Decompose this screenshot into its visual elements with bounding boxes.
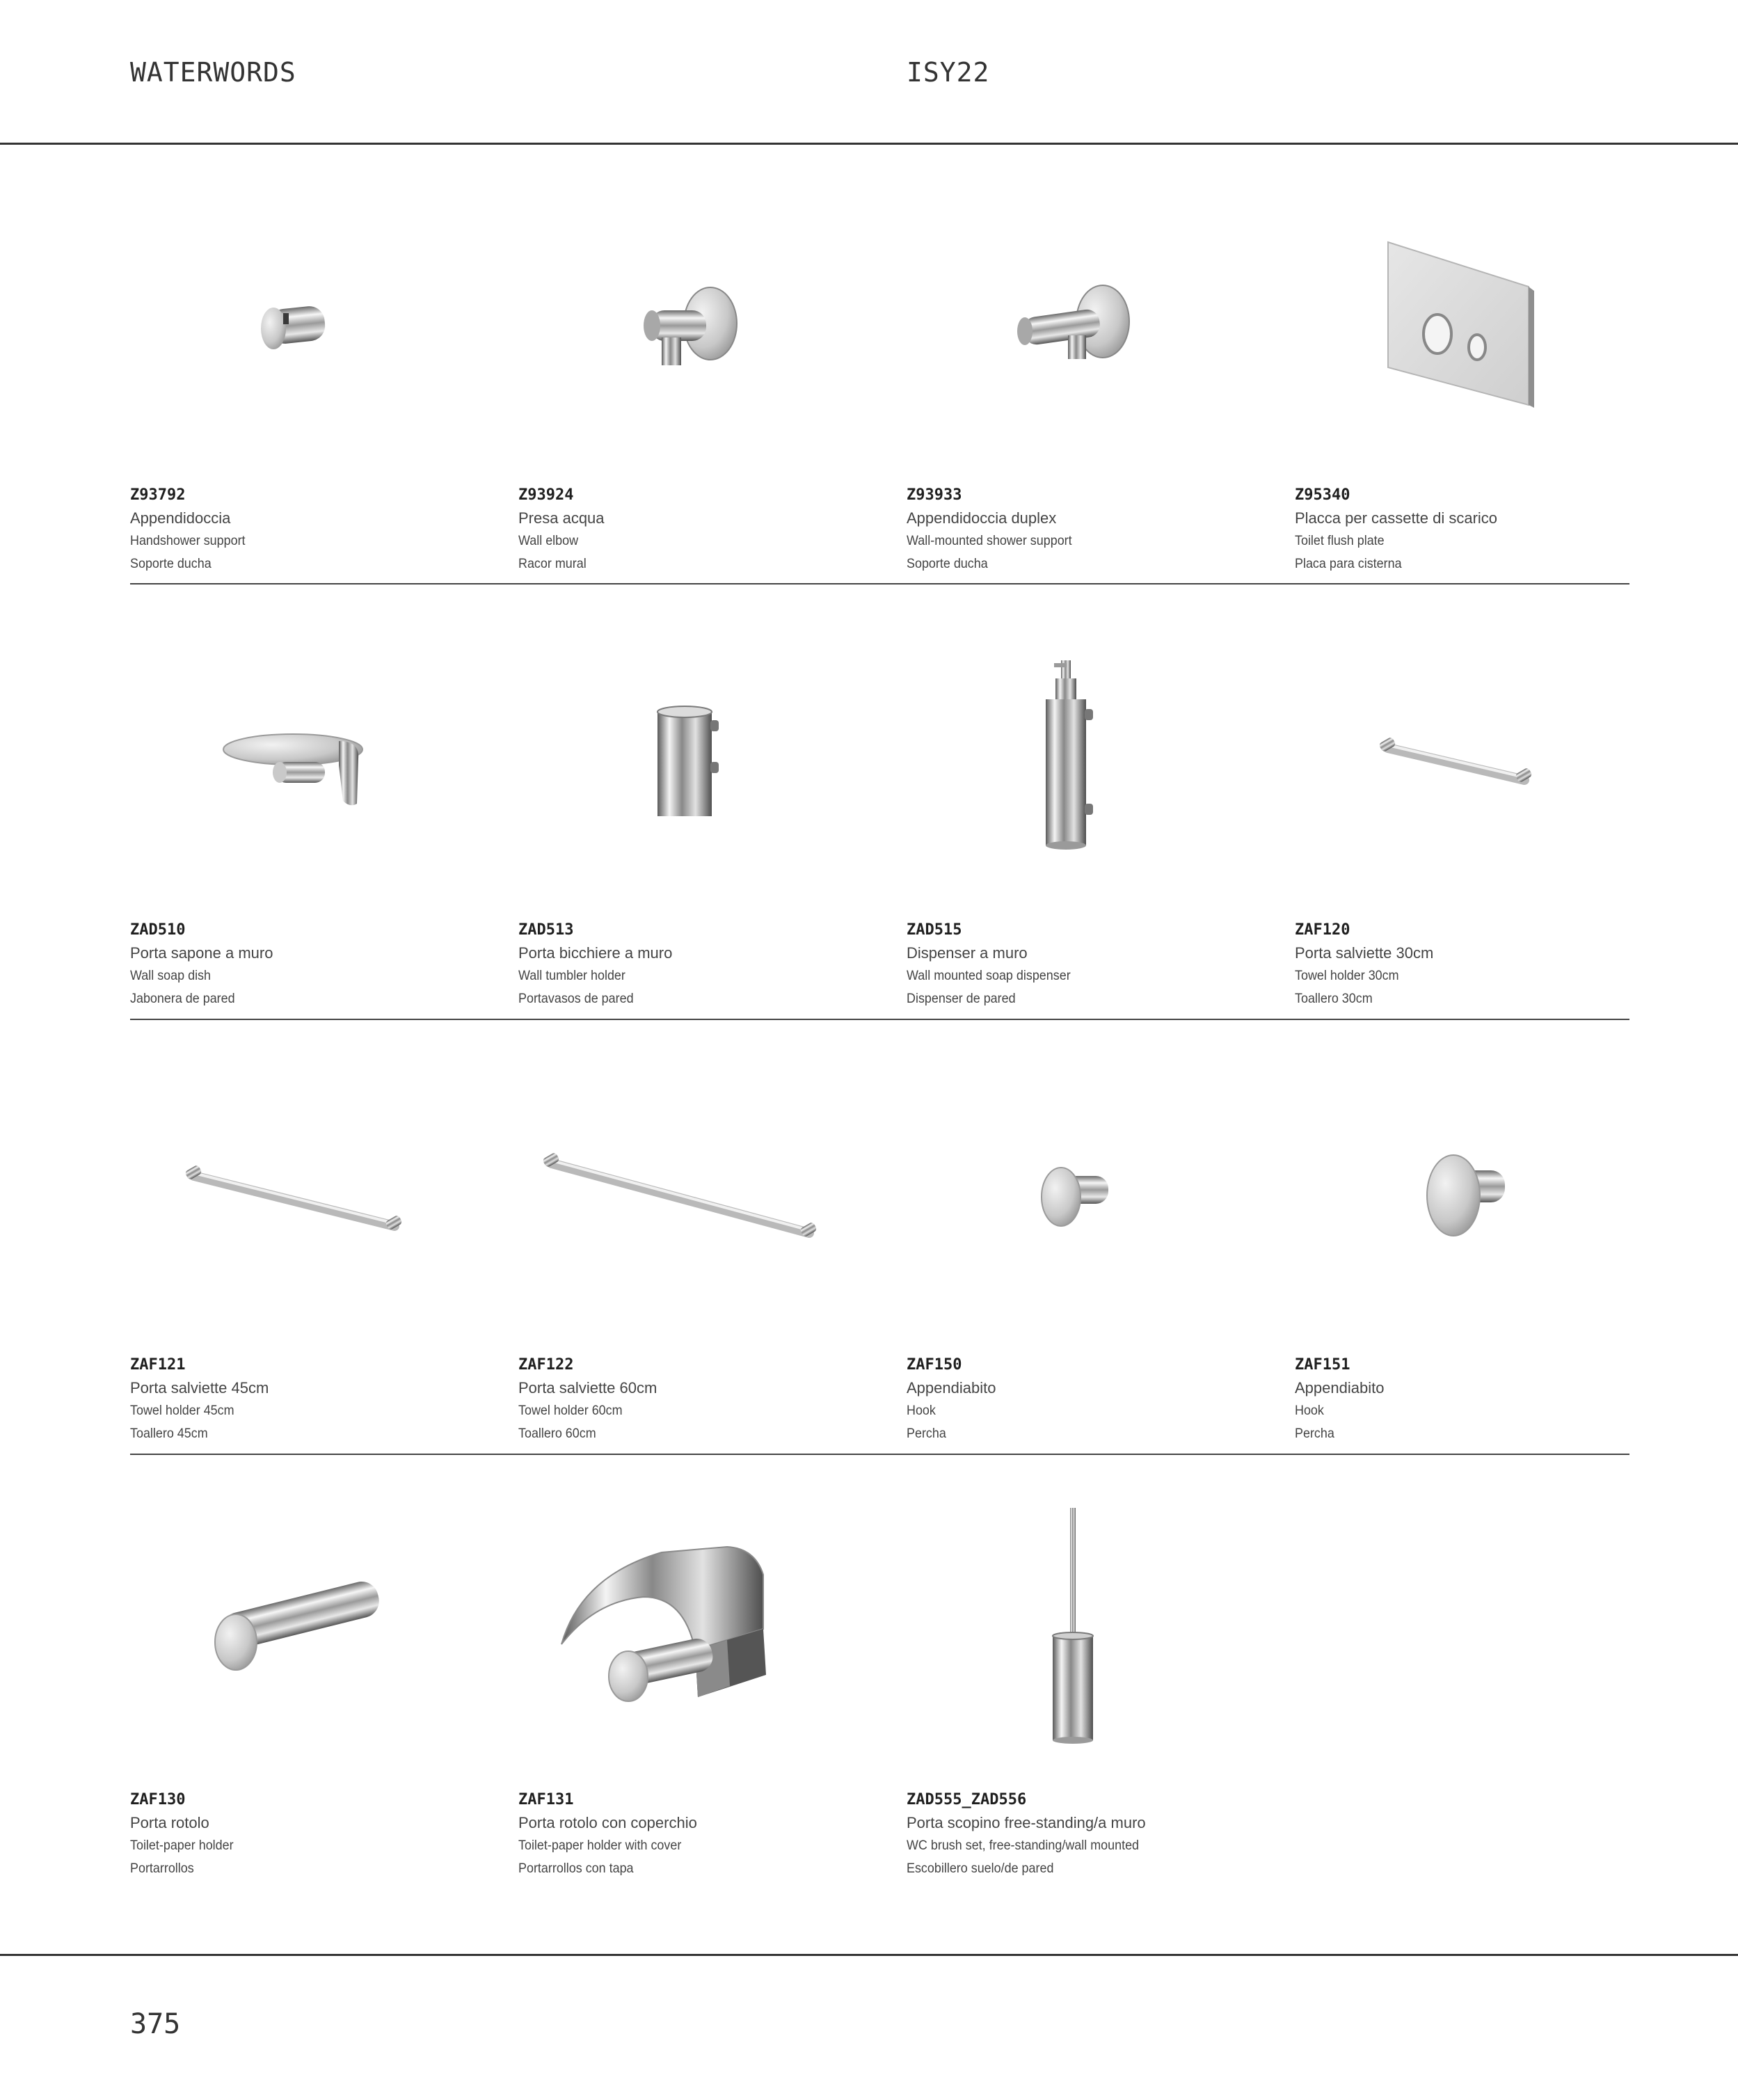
product-code: ZAF130 <box>130 1791 186 1808</box>
wc-brush-icon <box>907 1513 1282 1778</box>
product-name-it: Porta salviette 30cm <box>1295 944 1434 962</box>
hook-large-icon <box>1295 1079 1671 1343</box>
paper-holder-cover-icon <box>518 1513 894 1778</box>
product-name-en: Wall tumbler holder <box>518 968 625 983</box>
product-info <box>518 918 908 1010</box>
product-name-es: Escobillero suelo/de pared <box>907 1861 1054 1876</box>
product-info <box>518 484 908 575</box>
product-card-z93933 <box>907 209 1282 598</box>
product-info <box>907 1353 1296 1445</box>
product-card-zad555-zad556 <box>907 1513 1282 1903</box>
product-name-es: Racor mural <box>518 556 587 571</box>
flush-plate-icon <box>1295 209 1671 473</box>
product-name-en: Hook <box>907 1403 936 1418</box>
product-name-en: Towel holder 45cm <box>130 1403 234 1418</box>
product-name-en: WC brush set, free-standing/wall mounted <box>907 1838 1140 1853</box>
towel-holder-30-icon <box>1295 644 1671 908</box>
product-code: ZAF121 <box>130 1356 186 1374</box>
product-card-zad510 <box>130 644 506 1033</box>
product-name-en: Wall soap dish <box>130 968 212 983</box>
shower-support-duplex-icon <box>907 209 1282 473</box>
product-name-it: Presa acqua <box>518 509 605 527</box>
product-card-zaf120 <box>1295 644 1671 1033</box>
product-card-z93792 <box>130 209 506 598</box>
product-name-en: Wall-mounted shower support <box>907 533 1072 548</box>
product-code: Z95340 <box>1295 486 1350 504</box>
product-name-it: Appendiabito <box>907 1379 996 1397</box>
product-card-zaf130 <box>130 1513 506 1903</box>
product-name-en: Toilet-paper holder with cover <box>518 1838 682 1853</box>
product-info <box>130 1788 520 1880</box>
product-info <box>907 1788 1296 1880</box>
product-code: ZAF131 <box>518 1791 574 1808</box>
product-info <box>907 918 1296 1010</box>
product-name-es: Jabonera de pared <box>130 991 235 1006</box>
product-name-es: Placa para cisterna <box>1295 556 1402 571</box>
product-name-es: Soporte ducha <box>907 556 988 571</box>
product-name-en: Toilet flush plate <box>1295 533 1385 548</box>
hook-small-icon <box>907 1079 1282 1343</box>
product-name-en: Toilet-paper holder <box>130 1838 234 1853</box>
product-name-en: Wall elbow <box>518 533 579 548</box>
row-divider <box>130 583 1629 584</box>
product-code: ZAD513 <box>518 921 574 939</box>
product-code: ZAD510 <box>130 921 186 939</box>
product-name-it: Porta rotolo <box>130 1814 209 1831</box>
product-name-it: Appendidoccia duplex <box>907 509 1057 527</box>
product-card-zaf151 <box>1295 1079 1671 1468</box>
product-name-es: Toallero 45cm <box>130 1426 208 1441</box>
product-name-en: Towel holder 30cm <box>1295 968 1399 983</box>
product-card-z93924 <box>518 209 894 598</box>
product-info <box>130 1353 520 1445</box>
product-code: Z93792 <box>130 486 186 504</box>
product-name-es: Toallero 60cm <box>518 1426 596 1441</box>
product-card-zad515 <box>907 644 1282 1033</box>
product-name-es: Percha <box>1295 1426 1334 1441</box>
header-brand: WATERWORDS <box>130 57 296 88</box>
soap-dispenser-icon <box>907 644 1282 908</box>
product-name-it: Porta rotolo con coperchio <box>518 1814 697 1831</box>
product-name-es: Portarrollos <box>130 1861 194 1876</box>
product-name-it: Appendidoccia <box>130 509 231 527</box>
product-name-es: Portavasos de pared <box>518 991 634 1006</box>
product-info <box>130 918 520 1010</box>
product-name-es: Toallero 30cm <box>1295 991 1373 1006</box>
row-divider <box>130 1454 1629 1455</box>
product-code: ZAF120 <box>1295 921 1350 939</box>
product-name-it: Porta salviette 60cm <box>518 1379 657 1397</box>
product-name-it: Porta bicchiere a muro <box>518 944 673 962</box>
product-name-it: Porta sapone a muro <box>130 944 273 962</box>
row-divider <box>130 1019 1629 1020</box>
product-code: ZAD515 <box>907 921 962 939</box>
product-name-es: Portarrollos con tapa <box>518 1861 634 1876</box>
product-code: Z93933 <box>907 486 962 504</box>
product-name-it: Placca per cassette di scarico <box>1295 509 1498 527</box>
product-code: ZAD555_ZAD556 <box>907 1791 1027 1808</box>
product-card-zaf122 <box>518 1079 894 1468</box>
product-info <box>1295 918 1684 1010</box>
paper-holder-icon <box>130 1513 506 1778</box>
product-name-it: Appendiabito <box>1295 1379 1385 1397</box>
soap-dish-icon <box>130 644 506 908</box>
tumbler-holder-icon <box>518 644 894 908</box>
product-name-es: Soporte ducha <box>130 556 212 571</box>
wall-elbow-icon <box>518 209 894 473</box>
page-number: 375 <box>130 2008 181 2040</box>
product-info <box>518 1788 908 1880</box>
product-name-en: Handshower support <box>130 533 246 548</box>
product-info <box>518 1353 908 1445</box>
header-collection: ISY22 <box>907 57 990 88</box>
product-code: ZAF122 <box>518 1356 574 1374</box>
product-name-it: Dispenser a muro <box>907 944 1028 962</box>
handshower-support-icon <box>130 209 506 473</box>
product-name-es: Percha <box>907 1426 946 1441</box>
header-divider <box>0 143 1738 145</box>
product-card-z95340 <box>1295 209 1671 598</box>
product-info <box>130 484 520 575</box>
towel-holder-60-icon <box>518 1079 894 1343</box>
product-code: ZAF151 <box>1295 1356 1350 1374</box>
footer-divider <box>0 1954 1738 1956</box>
product-card-zad513 <box>518 644 894 1033</box>
towel-holder-45-icon <box>130 1079 506 1343</box>
product-card-zaf121 <box>130 1079 506 1468</box>
product-name-en: Hook <box>1295 1403 1324 1418</box>
product-card-zaf131 <box>518 1513 894 1903</box>
product-info <box>1295 484 1684 575</box>
product-name-en: Towel holder 60cm <box>518 1403 623 1418</box>
product-info <box>1295 1353 1684 1445</box>
product-code: ZAF150 <box>907 1356 962 1374</box>
product-name-es: Dispenser de pared <box>907 991 1016 1006</box>
product-card-zaf150 <box>907 1079 1282 1468</box>
product-name-it: Porta scopino free-standing/a muro <box>907 1814 1146 1831</box>
product-info <box>907 484 1296 575</box>
product-name-it: Porta salviette 45cm <box>130 1379 269 1397</box>
product-name-en: Wall mounted soap dispenser <box>907 968 1071 983</box>
product-code: Z93924 <box>518 486 574 504</box>
